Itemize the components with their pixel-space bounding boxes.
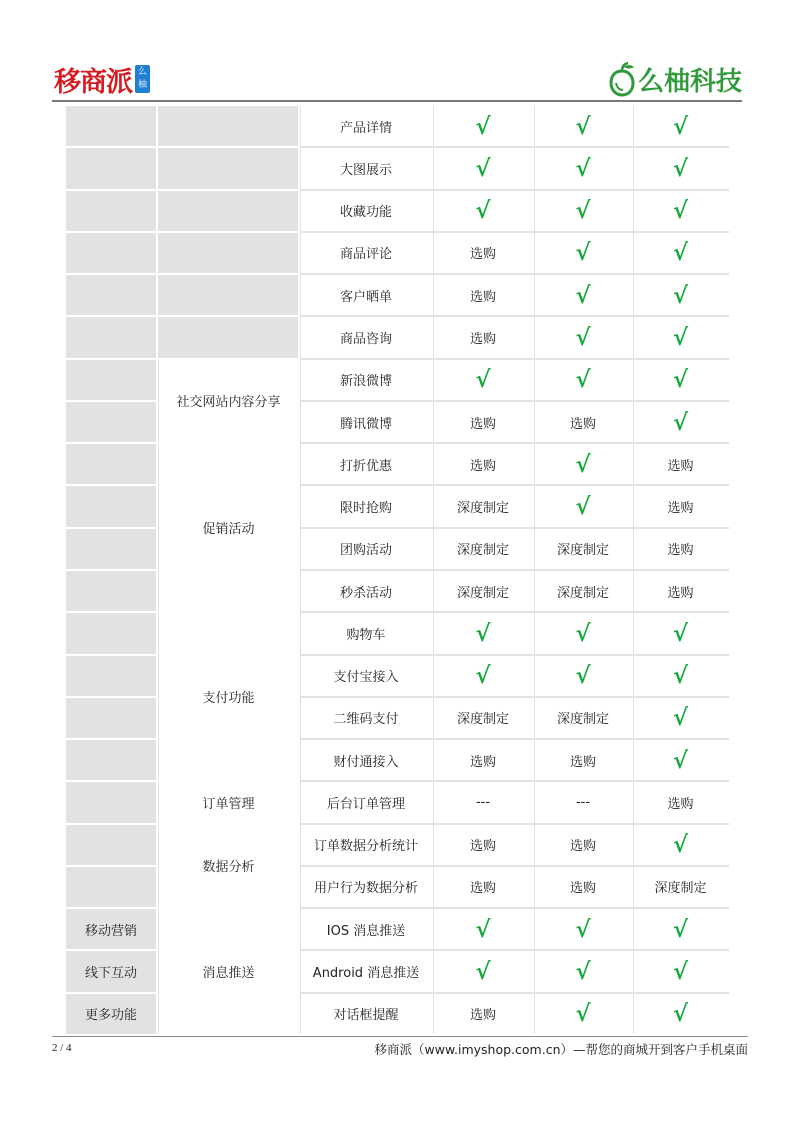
value-cell: 深度制定 [534, 571, 631, 611]
category-cell [66, 106, 156, 146]
check-mark-icon: √ [534, 656, 631, 696]
row-separator [300, 358, 729, 360]
subgroup-cell [158, 317, 298, 357]
subgroup-cell [158, 275, 298, 315]
check-mark-icon: √ [633, 825, 727, 865]
value-cell: 选购 [633, 529, 727, 569]
feature-name: 后台订单管理 [300, 782, 431, 822]
check-mark-icon: √ [633, 740, 727, 780]
category-cell [66, 698, 156, 738]
check-mark-icon: √ [433, 148, 532, 188]
subgroup-cell [158, 148, 298, 188]
category-cell [66, 656, 156, 696]
feature-name: Android 消息推送 [300, 951, 431, 991]
subgroup-cell [158, 233, 298, 273]
check-mark-icon: √ [534, 994, 631, 1034]
category-cell [66, 233, 156, 273]
check-mark-icon: √ [433, 656, 532, 696]
feature-table [66, 106, 729, 1036]
value-cell: 深度制定 [433, 698, 532, 738]
category-cell [66, 148, 156, 188]
row-separator [300, 738, 729, 740]
category-cell [66, 825, 156, 865]
category-cell [66, 402, 156, 442]
row-separator [300, 442, 729, 444]
value-cell: 选购 [433, 275, 532, 315]
check-mark-icon: √ [633, 148, 727, 188]
value-cell: 选购 [534, 402, 631, 442]
category-cell [66, 613, 156, 653]
check-mark-icon: √ [534, 951, 631, 991]
value-cell: 选购 [534, 867, 631, 907]
check-mark-icon: √ [534, 191, 631, 231]
check-mark-icon: √ [433, 951, 532, 991]
check-mark-icon: √ [433, 106, 532, 146]
feature-name: 客户晒单 [300, 275, 431, 315]
value-cell: 选购 [633, 782, 727, 822]
value-cell: 选购 [633, 486, 727, 526]
feature-name: 腾讯微博 [300, 402, 431, 442]
row-separator [300, 569, 729, 571]
check-mark-icon: √ [633, 106, 727, 146]
value-cell: 选购 [433, 402, 532, 442]
subgroup-cell [158, 106, 298, 146]
feature-name: 对话框提醒 [300, 994, 431, 1034]
row-separator [300, 484, 729, 486]
check-mark-icon: √ [633, 909, 727, 949]
row-separator [300, 315, 729, 317]
category-cell [66, 486, 156, 526]
check-mark-icon: √ [633, 191, 727, 231]
brand-logo-left [54, 62, 150, 96]
value-cell: 深度制定 [433, 571, 532, 611]
feature-name: 二维码支付 [300, 698, 431, 738]
row-separator [300, 231, 729, 233]
company-logo-right [607, 60, 742, 98]
category-cell [66, 782, 156, 822]
feature-name: 用户行为数据分析 [300, 867, 431, 907]
category-cell [66, 740, 156, 780]
feature-name: 打折优惠 [300, 444, 431, 484]
value-cell: 选购 [534, 740, 631, 780]
row-separator [300, 949, 729, 951]
check-mark-icon: √ [534, 360, 631, 400]
check-mark-icon: √ [633, 698, 727, 738]
row-separator [300, 654, 729, 656]
category-cell: 更多功能 [66, 994, 156, 1034]
brand-tag [135, 65, 150, 93]
category-cell [66, 317, 156, 357]
subgroup-label: 社交网站内容分享 [158, 360, 298, 443]
row-separator [300, 907, 729, 909]
feature-name: 产品详情 [300, 106, 431, 146]
feature-name: 限时抢购 [300, 486, 431, 526]
category-cell [66, 444, 156, 484]
feature-name: 商品咨询 [300, 317, 431, 357]
brand-tag-char: 柚 [137, 80, 147, 90]
feature-name: 财付通接入 [300, 740, 431, 780]
value-cell: 选购 [433, 994, 532, 1034]
value-cell: 选购 [433, 740, 532, 780]
feature-name: 团购活动 [300, 529, 431, 569]
subgroup-label: 促销活动 [158, 444, 298, 611]
check-mark-icon: √ [633, 233, 727, 273]
check-mark-icon: √ [534, 486, 631, 526]
value-cell: 选购 [433, 444, 532, 484]
feature-name: 订单数据分析统计 [300, 825, 431, 865]
value-cell: 选购 [633, 444, 727, 484]
feature-name: 秒杀活动 [300, 571, 431, 611]
category-cell [66, 360, 156, 400]
feature-name: 收藏功能 [300, 191, 431, 231]
category-cell: 线下互动 [66, 951, 156, 991]
value-cell: 选购 [534, 825, 631, 865]
check-mark-icon: √ [633, 360, 727, 400]
value-cell: 深度制定 [633, 867, 727, 907]
check-mark-icon: √ [534, 275, 631, 315]
row-separator [300, 146, 729, 148]
brand-name: 移商派 [54, 66, 132, 98]
row-separator [300, 273, 729, 275]
value-cell: 深度制定 [433, 529, 532, 569]
subgroup-label: 数据分析 [158, 825, 298, 908]
footer-tagline: 移商派（www.imyshop.com.cn）—帮您的商城开到客户手机桌面 [374, 1042, 748, 1057]
value-cell: 选购 [633, 571, 727, 611]
check-mark-icon: √ [433, 191, 532, 231]
check-mark-icon: √ [633, 656, 727, 696]
feature-name: 新浪微博 [300, 360, 431, 400]
value-cell: 深度制定 [433, 486, 532, 526]
value-cell: 深度制定 [534, 698, 631, 738]
page-number: 2 / 4 [52, 1042, 72, 1054]
check-mark-icon: √ [534, 444, 631, 484]
value-cell: 选购 [433, 867, 532, 907]
subgroup-cell [158, 191, 298, 231]
brand-tag-char: 么 [137, 67, 147, 77]
row-separator [300, 527, 729, 529]
row-separator [300, 780, 729, 782]
category-cell [66, 571, 156, 611]
check-mark-icon: √ [633, 317, 727, 357]
check-mark-icon: √ [433, 909, 532, 949]
row-separator [300, 189, 729, 191]
feature-name: IOS 消息推送 [300, 909, 431, 949]
value-cell: 选购 [433, 825, 532, 865]
value-cell: 选购 [433, 317, 532, 357]
subgroup-label: 支付功能 [158, 613, 298, 780]
check-mark-icon: √ [633, 994, 727, 1034]
row-separator [300, 865, 729, 867]
check-mark-icon: √ [433, 613, 532, 653]
value-cell: --- [433, 782, 532, 822]
row-separator [300, 992, 729, 994]
check-mark-icon: √ [534, 613, 631, 653]
value-cell: 深度制定 [534, 529, 631, 569]
check-mark-icon: √ [633, 613, 727, 653]
footer-divider [52, 1036, 748, 1037]
value-cell: --- [534, 782, 631, 822]
fruit-icon [607, 61, 637, 97]
check-mark-icon: √ [433, 360, 532, 400]
category-cell: 移动营销 [66, 909, 156, 949]
check-mark-icon: √ [534, 909, 631, 949]
category-cell [66, 275, 156, 315]
check-mark-icon: √ [633, 951, 727, 991]
feature-name: 商品评论 [300, 233, 431, 273]
feature-name: 支付宝接入 [300, 656, 431, 696]
check-mark-icon: √ [534, 317, 631, 357]
check-mark-icon: √ [633, 275, 727, 315]
subgroup-label: 消息推送 [158, 909, 298, 1034]
value-cell: 选购 [433, 233, 532, 273]
subgroup-label: 订单管理 [158, 782, 298, 822]
check-mark-icon: √ [633, 402, 727, 442]
row-separator [300, 823, 729, 825]
header-divider [52, 100, 742, 102]
category-cell [66, 191, 156, 231]
feature-name: 购物车 [300, 613, 431, 653]
row-separator [300, 400, 729, 402]
row-separator [300, 696, 729, 698]
check-mark-icon: √ [534, 106, 631, 146]
check-mark-icon: √ [534, 148, 631, 188]
row-separator [300, 611, 729, 613]
feature-name: 大图展示 [300, 148, 431, 188]
category-cell [66, 867, 156, 907]
category-cell [66, 529, 156, 569]
check-mark-icon: √ [534, 233, 631, 273]
company-name: 么柚科技 [637, 66, 742, 97]
